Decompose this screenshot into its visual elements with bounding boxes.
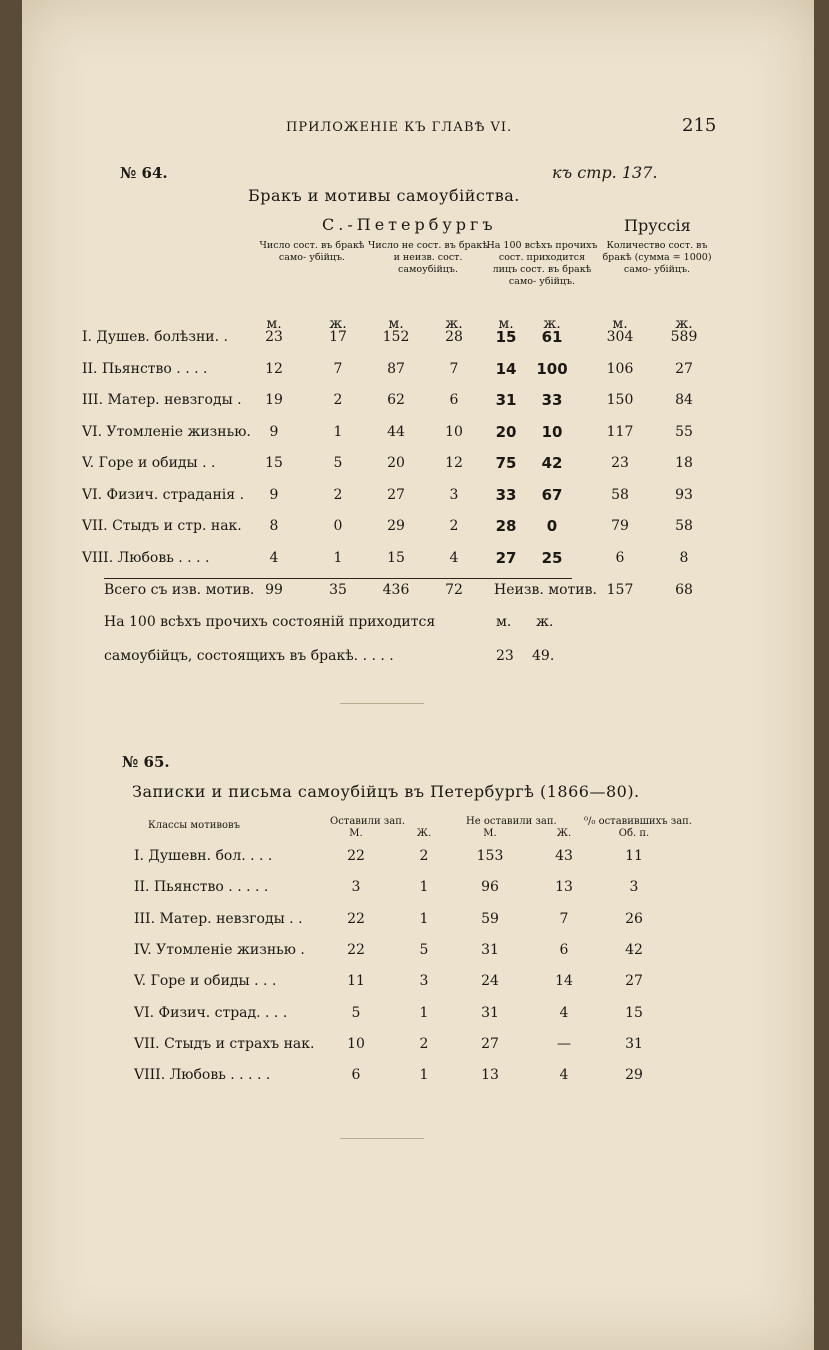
cell-value: 22 bbox=[347, 941, 365, 958]
cell-value: 44 bbox=[387, 423, 405, 440]
cell-value: 2 bbox=[419, 848, 429, 864]
row-label: VI. Физич. страданія . bbox=[82, 486, 245, 503]
cell-value: 1 bbox=[419, 910, 429, 927]
page-reference: къ стр. 137. bbox=[552, 163, 658, 182]
cell-value: 42 bbox=[541, 454, 563, 472]
row-label: I. Душев. болѣзни. . bbox=[82, 329, 228, 345]
gender-label: Ж. bbox=[556, 828, 572, 839]
gender-label: ж. bbox=[675, 316, 693, 332]
cell-value: 22 bbox=[347, 910, 365, 927]
row-label: VI. Физич. страд. . . . bbox=[134, 1004, 288, 1021]
section-divider-bottom bbox=[340, 1138, 424, 1139]
cell-value: 27 bbox=[675, 360, 693, 377]
total-value: 436 bbox=[382, 582, 410, 598]
cell-value: 2 bbox=[333, 392, 343, 408]
col-header-per100: На 100 всѣхъ прочихъ сост. приходится лицъ сост. въ бракѣ само- убійцъ. bbox=[486, 240, 598, 287]
gender-label: М. bbox=[349, 828, 363, 839]
cell-value: 13 bbox=[481, 1067, 499, 1084]
cell-value: 42 bbox=[625, 941, 643, 958]
gender-label: м. bbox=[498, 316, 514, 332]
cell-value: 3 bbox=[351, 879, 361, 896]
cell-value: 9 bbox=[269, 486, 279, 503]
col-header-unmarried: Число не сост. въ бракѣ и неизв. сост. самоубійцъ. bbox=[368, 240, 488, 275]
total-value: 99 bbox=[265, 582, 283, 598]
cell-value: 6 bbox=[449, 392, 459, 408]
cell-value: 55 bbox=[675, 423, 693, 440]
cell-value: 304 bbox=[606, 329, 634, 345]
gender-label: м. bbox=[388, 316, 404, 332]
note-female-value: 49. bbox=[532, 648, 555, 664]
row-label: V. Горе и обиды . . bbox=[82, 455, 216, 471]
note-line-2: самоубійцъ, состоящихъ въ бракѣ. . . . . bbox=[104, 648, 394, 664]
cell-value: 15 bbox=[495, 328, 517, 346]
cell-value: 29 bbox=[625, 1067, 643, 1084]
cell-value: 2 bbox=[449, 518, 459, 534]
row-label: II. Пьянство . . . . . bbox=[134, 879, 269, 896]
cell-value: 15 bbox=[387, 549, 405, 566]
total-label: Всего съ изв. мотив. bbox=[104, 582, 255, 598]
cell-value: 11 bbox=[625, 848, 643, 864]
cell-value: 8 bbox=[679, 549, 689, 566]
cell-value: 18 bbox=[675, 455, 693, 471]
cell-value: 1 bbox=[333, 549, 343, 566]
cell-value: 7 bbox=[333, 360, 343, 377]
cell-value: 150 bbox=[606, 392, 634, 408]
cell-value: 3 bbox=[449, 486, 459, 503]
col-header-classes: Классы мотивовъ bbox=[148, 820, 241, 831]
cell-value: 2 bbox=[333, 486, 343, 503]
section-divider bbox=[340, 703, 424, 704]
cell-value: 19 bbox=[265, 392, 283, 408]
row-label: I. Душевн. бол. . . . bbox=[134, 848, 273, 864]
cell-value: 43 bbox=[555, 848, 573, 864]
cell-value: 12 bbox=[445, 455, 463, 471]
city-petersburg: С.-Петербургъ bbox=[322, 215, 497, 234]
cell-value: 6 bbox=[615, 549, 625, 566]
total-value: 35 bbox=[329, 582, 347, 598]
gender-label: Ж. bbox=[416, 828, 432, 839]
col-header-married: Число сост. въ бракѣ само- убійцъ. bbox=[259, 240, 365, 263]
cell-value: 7 bbox=[559, 910, 569, 927]
cell-value: 0 bbox=[333, 518, 343, 534]
cell-value: 5 bbox=[351, 1004, 361, 1021]
cell-value: 4 bbox=[269, 549, 279, 566]
gender-label: ж. bbox=[543, 316, 561, 332]
cell-value: 20 bbox=[387, 455, 405, 471]
cell-value: 31 bbox=[481, 941, 499, 958]
row-label: III. Матер. невзгоды . . bbox=[134, 910, 303, 927]
cell-value: 14 bbox=[555, 973, 573, 990]
cell-value: 4 bbox=[449, 549, 459, 566]
row-label: VII. Стыдъ и страхъ нак. bbox=[134, 1035, 315, 1052]
cell-value: 75 bbox=[495, 454, 517, 472]
cell-value: 25 bbox=[541, 548, 563, 567]
cell-value: 23 bbox=[265, 329, 283, 345]
cell-value: 10 bbox=[541, 422, 563, 441]
cell-value: 3 bbox=[629, 879, 639, 896]
col-header-no-notes: Не оставили зап. bbox=[466, 816, 557, 827]
cell-value: 31 bbox=[495, 391, 517, 409]
total-prussia-value: 157 bbox=[606, 582, 634, 598]
gender-label: М. bbox=[483, 828, 497, 839]
note-line-1: На 100 всѣхъ прочихъ состояній приходится bbox=[104, 614, 436, 630]
cell-value: 33 bbox=[541, 391, 563, 409]
cell-value: 8 bbox=[269, 518, 279, 534]
cell-value: 6 bbox=[351, 1067, 361, 1084]
cell-value: 15 bbox=[625, 1004, 643, 1021]
gender-label: ж. bbox=[445, 316, 463, 332]
cell-value: 106 bbox=[606, 360, 634, 377]
gender-label: Об. п. bbox=[618, 828, 650, 839]
cell-value: 20 bbox=[495, 422, 517, 441]
cell-value: 117 bbox=[606, 423, 634, 440]
country-prussia: Пруссія bbox=[624, 216, 691, 235]
cell-value: 28 bbox=[445, 329, 463, 345]
cell-value: 10 bbox=[347, 1035, 365, 1052]
note-male-label: м. bbox=[496, 614, 512, 630]
cell-value: 4 bbox=[559, 1004, 569, 1021]
cell-value: 9 bbox=[269, 423, 279, 440]
cell-value: 96 bbox=[481, 879, 499, 896]
note-male-value: 23 bbox=[496, 648, 514, 664]
cell-value: 23 bbox=[611, 455, 629, 471]
cell-value: 62 bbox=[387, 392, 405, 408]
row-label: III. Матер. невзгоды . bbox=[82, 392, 242, 408]
cell-value: 2 bbox=[419, 1035, 429, 1052]
cell-value: 1 bbox=[333, 423, 343, 440]
cell-value: 29 bbox=[387, 518, 405, 534]
table-64-title: Бракъ и мотивы самоубійства. bbox=[248, 186, 520, 205]
cell-value: 67 bbox=[541, 485, 563, 504]
cell-value: 14 bbox=[495, 359, 517, 378]
col-header-prussia: Количество сост. въ бракѣ (сумма = 1000) само- убійцъ. bbox=[602, 240, 712, 275]
cell-value: 28 bbox=[495, 517, 517, 535]
cell-value: 22 bbox=[347, 848, 365, 864]
cell-value: 79 bbox=[611, 518, 629, 534]
total-rule bbox=[104, 578, 572, 579]
page-number: 215 bbox=[682, 115, 717, 136]
col-header-percent: ⁰/₀ оставившихъ зап. bbox=[584, 816, 693, 827]
cell-value: 27 bbox=[625, 973, 643, 990]
row-label: II. Пьянство . . . . bbox=[82, 360, 208, 377]
note-female-label: ж. bbox=[536, 614, 554, 630]
cell-value: 5 bbox=[419, 941, 429, 958]
row-label: VI. Утомленіе жизнью. bbox=[82, 423, 251, 440]
cell-value: 87 bbox=[387, 360, 405, 377]
cell-value: 58 bbox=[675, 518, 693, 534]
cell-value: 27 bbox=[495, 548, 517, 567]
cell-value: 10 bbox=[445, 423, 463, 440]
cell-value: 1 bbox=[419, 1004, 429, 1021]
row-label: IV. Утомленіе жизнью . bbox=[134, 941, 305, 958]
running-header: ПРИЛОЖЕНІЕ КЪ ГЛАВѢ VI. bbox=[286, 120, 513, 135]
cell-value: 1 bbox=[419, 1067, 429, 1084]
cell-value: 0 bbox=[546, 517, 558, 535]
col-header-left-notes: Оставили зап. bbox=[330, 816, 406, 827]
cell-value: — bbox=[557, 1035, 571, 1052]
cell-value: 13 bbox=[555, 879, 573, 896]
cell-value: 31 bbox=[481, 1004, 499, 1021]
cell-value: 7 bbox=[449, 360, 459, 377]
cell-value: 100 bbox=[536, 359, 568, 378]
row-label: VIII. Любовь . . . . . bbox=[134, 1067, 271, 1084]
cell-value: 58 bbox=[611, 486, 629, 503]
cell-value: 152 bbox=[382, 329, 410, 345]
cell-value: 12 bbox=[265, 360, 283, 377]
cell-value: 5 bbox=[333, 455, 343, 471]
gender-label: м. bbox=[266, 316, 282, 332]
row-label: VIII. Любовь . . . . bbox=[82, 549, 210, 566]
row-label: V. Горе и обиды . . . bbox=[134, 973, 277, 990]
cell-value: 3 bbox=[419, 973, 429, 990]
cell-value: 153 bbox=[476, 848, 504, 864]
cell-value: 4 bbox=[559, 1067, 569, 1084]
row-label: VII. Стыдъ и стр. нак. bbox=[82, 518, 242, 534]
cell-value: 26 bbox=[625, 910, 643, 927]
cell-value: 27 bbox=[481, 1035, 499, 1052]
book-page bbox=[22, 0, 814, 1350]
cell-value: 11 bbox=[347, 973, 365, 990]
cell-value: 93 bbox=[675, 486, 693, 503]
cell-value: 17 bbox=[329, 329, 347, 345]
gender-label: м. bbox=[612, 316, 628, 332]
cell-value: 61 bbox=[541, 328, 563, 346]
cell-value: 27 bbox=[387, 486, 405, 503]
cell-value: 589 bbox=[670, 329, 698, 345]
gender-label: ж. bbox=[329, 316, 347, 332]
table-65-number: № 65. bbox=[122, 753, 170, 771]
total-prussia-value: 68 bbox=[675, 582, 693, 598]
unknown-motive-label: Неизв. мотив. bbox=[494, 582, 597, 598]
cell-value: 31 bbox=[625, 1035, 643, 1052]
cell-value: 59 bbox=[481, 910, 499, 927]
cell-value: 6 bbox=[559, 941, 569, 958]
cell-value: 33 bbox=[495, 485, 517, 504]
table-64-number: № 64. bbox=[120, 164, 168, 182]
total-value: 72 bbox=[445, 582, 463, 598]
cell-value: 24 bbox=[481, 973, 499, 990]
table-65-title: Записки и письма самоубійцъ въ Петербургѣ (1866—80). bbox=[132, 782, 640, 801]
cell-value: 84 bbox=[675, 392, 693, 408]
cell-value: 1 bbox=[419, 879, 429, 896]
cell-value: 15 bbox=[265, 455, 283, 471]
